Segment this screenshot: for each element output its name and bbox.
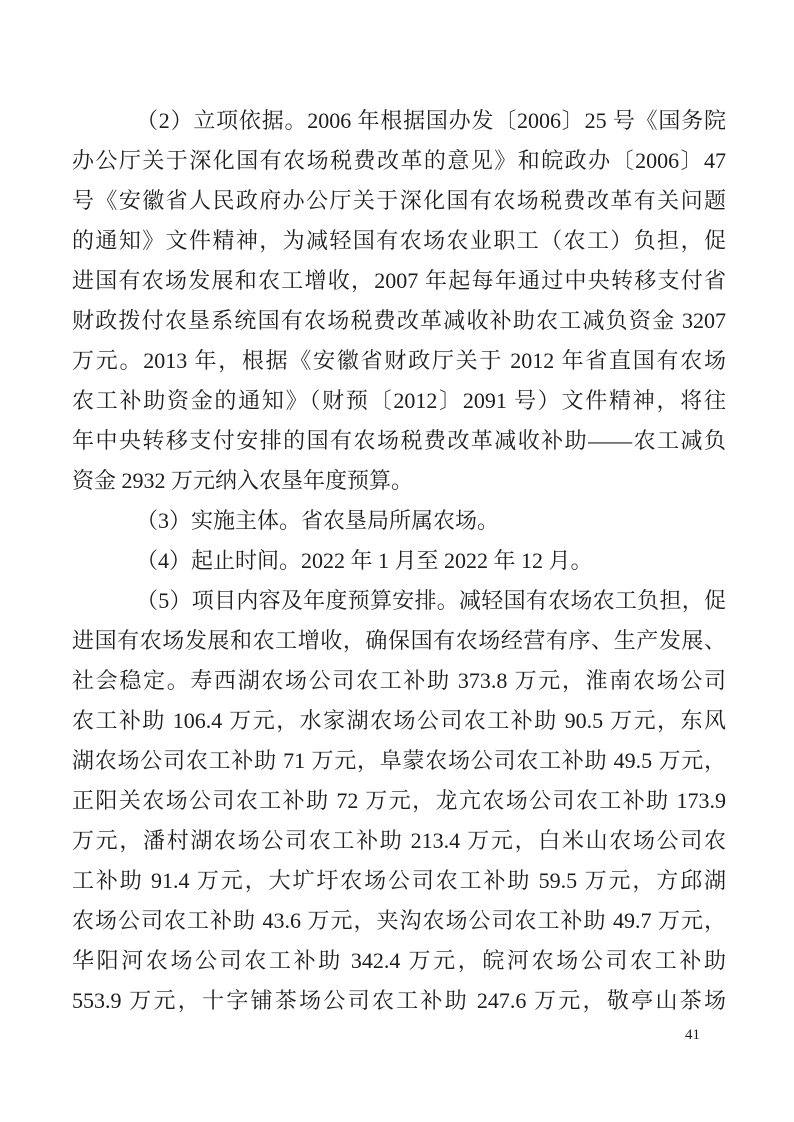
- text-line: 资金 2932 万元纳入农垦年度预算。: [72, 468, 414, 493]
- text-line: 年中央转移支付安排的国有农场税费改革减收补助——农工减负: [72, 428, 726, 453]
- text-line: 的通知》文件精神，为减轻国有农场农业职工（农工）负担，促: [72, 228, 726, 253]
- text-line: 553.9 万元，十字铺茶场公司农工补助 247.6 万元，敬亭山茶场: [72, 988, 726, 1013]
- text-line: 万元，潘村湖农场公司农工补助 213.4 万元，白米山农场公司农: [72, 828, 726, 853]
- text-line: 正阳关农场公司农工补助 72 万元，龙亢农场公司农工补助 173.9: [72, 788, 726, 813]
- text-line: （5）项目内容及年度预算安排。减轻国有农场农工负担，促: [136, 588, 726, 613]
- page-number: 41: [685, 1027, 700, 1043]
- text-line: 万元。2013 年，根据《安徽省财政厅关于 2012 年省直国有农场: [72, 348, 726, 373]
- text-line: （2）立项依据。2006 年根据国办发〔2006〕25 号《国务院: [136, 108, 726, 133]
- text-line: 社会稳定。寿西湖农场公司农工补助 373.8 万元，淮南农场公司: [72, 668, 726, 693]
- text-line: （4）起止时间。2022 年 1 月至 2022 年 12 月。: [136, 548, 593, 573]
- text-line: 农场公司农工补助 43.6 万元，夹沟农场公司农工补助 49.7 万元，: [72, 908, 726, 933]
- text-line: 湖农场公司农工补助 71 万元，阜蒙农场公司农工补助 49.5 万元，: [72, 748, 726, 773]
- text-line: 办公厅关于深化国有农场税费改革的意见》和皖政办〔2006〕47: [72, 148, 726, 173]
- text-line: 进国有农场发展和农工增收，2007 年起每年通过中央转移支付省: [72, 268, 726, 293]
- text-line: 农工补助 106.4 万元，水家湖农场公司农工补助 90.5 万元，东风: [72, 708, 726, 733]
- text-line: 农工补助资金的通知》（财预〔2012〕2091 号）文件精神，将往: [72, 388, 726, 413]
- text-line: 进国有农场发展和农工增收，确保国有农场经营有序、生产发展、: [72, 628, 726, 653]
- text-line: 华阳河农场公司农工补助 342.4 万元，皖河农场公司农工补助: [72, 948, 726, 973]
- text-line: 号《安徽省人民政府办公厅关于深化国有农场税费改革有关问题: [72, 188, 726, 213]
- text-line: 财政拨付农垦系统国有农场税费改革减收补助农工减负资金 3207: [72, 308, 726, 333]
- text-line: 工补助 91.4 万元，大圹圩农场公司农工补助 59.5 万元，方邱湖: [72, 868, 726, 893]
- text-line: （3）实施主体。省农垦局所属农场。: [136, 508, 500, 533]
- body-text: [72, 101, 726, 1021]
